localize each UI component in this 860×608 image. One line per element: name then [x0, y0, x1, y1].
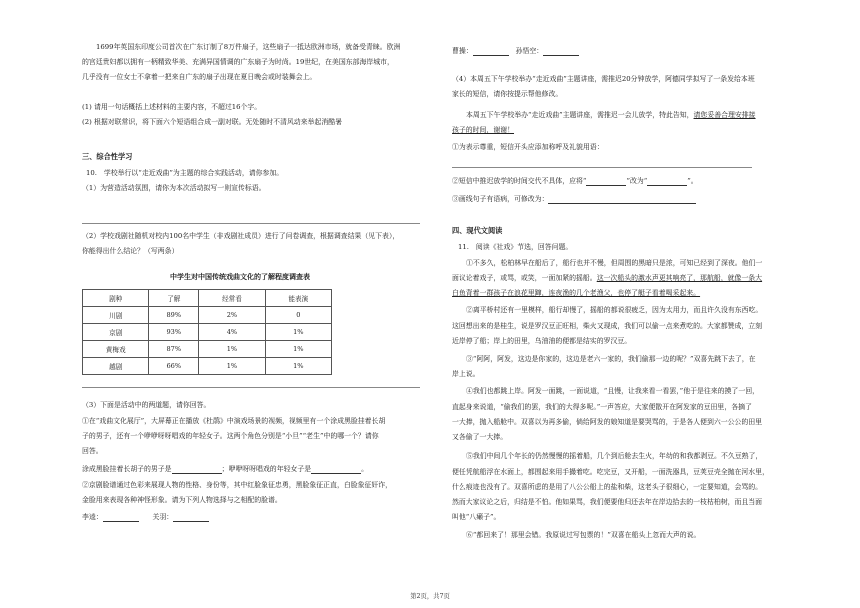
- fill-text: 曹操：: [452, 47, 473, 55]
- table-cell: 0: [265, 307, 331, 324]
- sms-question-2: [452, 176, 698, 186]
- paragraph-3-line: 岸上说。: [452, 370, 480, 378]
- table-cell: 黄梅戏: [83, 341, 149, 358]
- table-header-cell: 剧种: [83, 290, 149, 307]
- question-10-3-1-line: ①在“戏曲文化展厅”，大屏幕正在播放《杜鹃》中演戏场景的视频，视频里有一个涂成黑脸挂着长胡: [82, 417, 386, 425]
- underlined-sentence: 这一次船头的激水声更其响亮了，那航船，就像一条大: [596, 274, 763, 282]
- fill-text: ”。: [687, 177, 698, 185]
- fill-line-masks: [82, 512, 209, 522]
- paragraph-5-line: ⑤我们中间几个年长的仍然慢慢的摇着船，几个到后舱去生火，年幼的和我都剥豆。不久豆熟了，: [466, 452, 763, 460]
- table-cell: 越剧: [83, 358, 149, 375]
- paragraph-4-line: ④我们也都跳上岸。阿发一面跳，一面说道，“且慢，让我来看一看罢，”他于是往来的摸了一回，: [466, 387, 759, 395]
- question-10-3-2-line: 金脸用来表现各种神怪形象。请为下列人物选择与之相配的脸谱。: [82, 496, 282, 504]
- table-header-cell: 了解: [149, 290, 199, 307]
- fill-text: 李逵：: [82, 513, 103, 521]
- question-10-3: （3）下面是活动中的两道题，请你回答。: [82, 401, 211, 409]
- fill-text: ；咿咿呀呀唱戏的年轻女子是: [221, 465, 312, 473]
- answer-line: [82, 387, 420, 388]
- fill-line-masks-2: [452, 46, 579, 56]
- sms-underlined: 孩子的时间，谢谢！: [452, 126, 515, 134]
- table-cell: 1%: [199, 358, 265, 375]
- table-cell: 2%: [199, 307, 265, 324]
- question-10-3-2-line: ②京剧脸谱通过色彩来展现人物的性格、身份等，其中红脸象征忠勇，黑脸象征正直，白脸象征奸诈，: [82, 481, 393, 489]
- answer-blank[interactable]: [473, 47, 509, 56]
- paragraph-1-line: ①不多久，松柏林早在船后了，船行也并不慢，但周围的黑暗只是浓，可知已经到了深夜。他们一: [466, 259, 763, 267]
- sms-body: 本周五下午学校举办“走近戏曲”主题讲座，需推迟一会儿放学，特此告知，: [466, 111, 694, 119]
- paragraph-4-line: 一大捧，抛入船舱中。双喜以为再多偷，倘给阿发的娘知道是要哭骂的，于是各人便到六一公公的田里: [452, 418, 763, 426]
- table-row: [83, 358, 332, 375]
- section-4-heading: 四、现代文阅读: [452, 226, 503, 235]
- question-10-1: （1）为营造活动氛围，请你为本次活动拟写一则宣传标语。: [82, 184, 266, 192]
- fill-text: ②短信中推迟放学的时间交代不具体，应将“: [452, 177, 587, 185]
- question-10-2-cont: 你能得出什么结论？（写两条）: [82, 247, 179, 255]
- table-cell: 66%: [149, 358, 199, 375]
- paragraph-1-line: [452, 273, 762, 283]
- paragraph-5-line: 什么痕迹也没有了。双喜所虑的是用了八公公船上的盐和柴，这老头子很细心，一定要知道，会骂的。: [452, 483, 763, 491]
- fill-text: ”改为“: [626, 177, 648, 185]
- paragraph-3-line: ③“阿阿，阿发，这边是你家的，这边是老六一家的，我们偷那一边的呢？”双喜先跳下去了，在: [466, 355, 756, 363]
- question-10-3-1-line: 子的男子，还有一个咿咿呀呀唱戏的年轻女子。这两个角色分别是“小旦”“老生”中的哪一个？请你: [82, 432, 379, 440]
- page-number: 第2页，共7页: [410, 593, 450, 600]
- sms-text: [452, 110, 756, 120]
- fill-text: 。: [361, 465, 369, 473]
- table-cell: 川剧: [83, 307, 149, 324]
- table-row: [83, 324, 332, 341]
- table-cell: 1%: [265, 358, 331, 375]
- question-1: (1) 请用一句话概括上述材料的主要内容，不超过16个字。: [82, 103, 262, 111]
- question-10-2: （2）学校戏剧社随机对校内100名中学生（非戏剧社成员）进行了问卷调查，根据调查结果（见下表），: [82, 232, 400, 240]
- paragraph-5-line: 然而大家议论之后，归结是不怕。他如果骂，我们便要他归还去年在岸边拾去的一枝枯桕树，而且当面: [452, 498, 763, 506]
- answer-blank[interactable]: [586, 177, 626, 186]
- paragraph-5-line: 叫他“八癞子”。: [452, 513, 501, 521]
- section-3-heading: 三、综合性学习: [82, 152, 133, 161]
- paragraph-4-line: 直起身来说道，“偷我们的罢，我们的大得多呢。”一声答应，大家便散开在阿发家的豆田里，各摘了: [452, 403, 752, 411]
- table-cell: 4%: [199, 324, 265, 341]
- answer-blank[interactable]: [173, 513, 209, 522]
- fill-text: 孙悟空：: [515, 47, 544, 55]
- fill-line-roles: [82, 464, 368, 474]
- sms-text-cont: [452, 125, 514, 135]
- question-2: (2) 根据对联常识，将下面六个短语组合成一副对联。无处随时不清风动来举起消酷暑: [82, 118, 343, 126]
- fill-text: ③画线句子有语病，可修改为：: [452, 195, 549, 203]
- sms-question-3: [452, 194, 696, 204]
- table-title: 中学生对中国传统戏曲文化的了解程度调查表: [170, 272, 310, 281]
- paragraph-text: 面议论着戏子，或骂，或笑，一面加紧的摇船。: [452, 274, 597, 282]
- underlined-sentence: 白鱼背着一群孩子在浪花里蹿，连夜渔的几个老渔父，也停了艇子看着喝采起来。: [452, 289, 701, 297]
- table-header-cell: 经常看: [199, 290, 265, 307]
- passage-line-1: 1699年英国东印度公司首次在广东订制了8万件扇子，这些扇子一抵达欧洲市场，就备受青睐。欧洲: [96, 43, 401, 51]
- answer-blank[interactable]: [311, 465, 361, 474]
- answer-blank[interactable]: [172, 465, 222, 474]
- question-10: 10. 学校举行以“走近戏曲”为主题的综合实践活动，请你参加。: [86, 169, 284, 177]
- survey-table: [82, 289, 332, 375]
- answer-line: [452, 167, 752, 168]
- passage-line-3: 几乎没有一位女士不拿着一把来自广东的扇子出现在夏日晚会或时装舞会上。: [82, 73, 317, 81]
- table-row: [83, 341, 332, 358]
- passage-line-2: 的宫廷贵妇都以拥有一柄精致华美、充满异国情调的广东扇子为时尚。19世纪，在美国东部海岸城市，: [82, 58, 394, 66]
- table-cell: 1%: [265, 341, 331, 358]
- table-header-row: [83, 290, 332, 307]
- question-11: 11. 阅读《社戏》节选，回答问题。: [458, 243, 573, 251]
- paragraph-2-line: 近岸停了船；岸上的田里，乌油油的便都是结实的罗汉豆。: [452, 337, 632, 345]
- table-cell: 93%: [149, 324, 199, 341]
- answer-blank[interactable]: [548, 195, 696, 204]
- paragraph-4-line: 又各偷了一大捧。: [452, 433, 508, 441]
- paragraph-5-line: 便任凭航船浮在水面上，都围起来用手撮着吃。吃完豆，又开船，一面洗器具，豆荚豆壳全抛在河水里，: [452, 468, 769, 476]
- paragraph-6-line: ⑥“都回来了！那里会错。我原说过写包票的！”双喜在船头上忽而大声的说。: [466, 531, 701, 539]
- question-10-3-1-line: 回答。: [82, 447, 103, 455]
- paragraph-1-line: [452, 288, 700, 298]
- table-cell: 1%: [199, 341, 265, 358]
- table-cell: 京剧: [83, 324, 149, 341]
- question-10-4-cont: 家长的短信，请你按提示帮他修改。: [452, 90, 563, 98]
- fill-text: 关羽：: [152, 513, 174, 521]
- sms-underlined: 请您妥善合理安排接: [693, 111, 756, 119]
- fill-text: 涂成黑脸挂着长胡子的男子是: [82, 465, 172, 473]
- table-row: [83, 307, 332, 324]
- sms-question-1: ①为表示尊重，短信开头应添加称呼及礼貌用语：: [452, 143, 604, 151]
- paragraph-2-line: 这回想出来的是桂生，说是罗汉豆正旺相，柴火又现成，我们可以偷一点来煮吃的。大家都赞成，立刻: [452, 322, 763, 330]
- table-cell: 1%: [265, 324, 331, 341]
- question-10-4: （4）本周五下午学校举办“走近戏曲”主题讲座，需推迟20分钟放学，阿德同学拟写了一条发给本班: [452, 75, 755, 83]
- answer-blank[interactable]: [647, 177, 687, 186]
- paragraph-2-line: ②离平桥村还有一里模样，船行却慢了，摇船的都说很疲乏，因为太用力，而且许久没有东西吃。: [466, 306, 763, 314]
- answer-line: [82, 223, 420, 224]
- answer-blank[interactable]: [103, 513, 139, 522]
- answer-blank[interactable]: [543, 47, 579, 56]
- table-cell: 87%: [149, 341, 199, 358]
- table-cell: 89%: [149, 307, 199, 324]
- table-header-cell: 能表演: [265, 290, 331, 307]
